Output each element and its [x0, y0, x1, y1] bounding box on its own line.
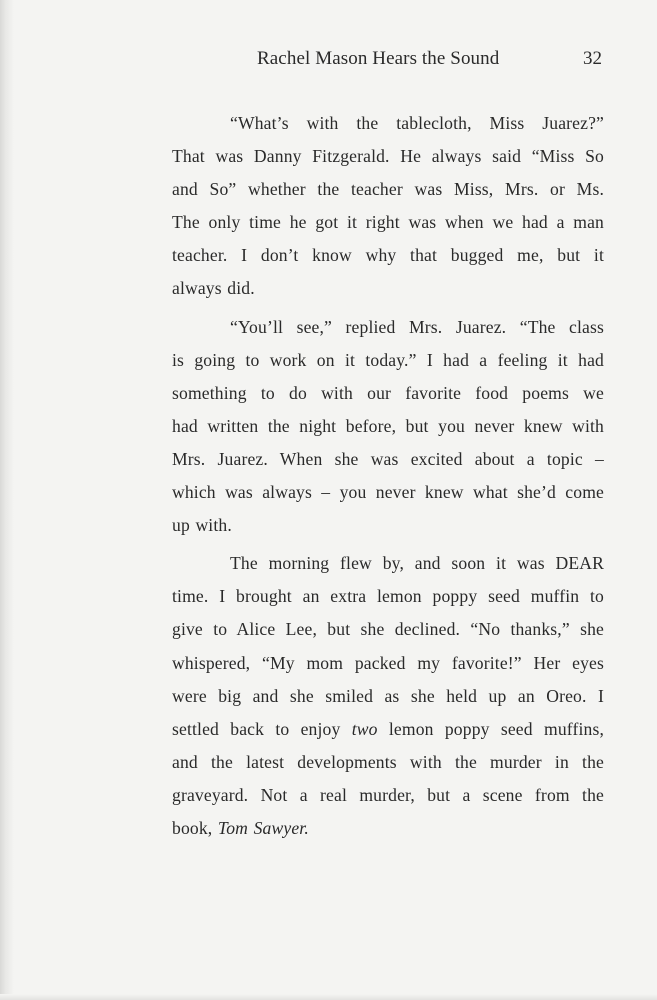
text-line: is going to work on it today.” I had a feeling it had — [172, 349, 604, 370]
text-line: time. I brought an extra lemon poppy seed muffin to — [172, 586, 604, 607]
text-line: teacher. I don’t know why that bugged me, but it — [172, 245, 604, 266]
text-line: always did. — [172, 278, 255, 299]
text-line: “You’ll see,” replied Mrs. Juarez. “The class — [230, 316, 604, 337]
page-number: 32 — [583, 48, 602, 69]
text-line: That was Danny Fitzgerald. He always said “Miss So — [172, 146, 604, 167]
text-line: something to do with our favorite food poems we — [172, 382, 604, 403]
paragraph-2 — [172, 311, 604, 543]
text-line: had written the night before, but you never knew with — [172, 415, 604, 436]
text-line: and the latest developments with the murder in the — [172, 751, 604, 772]
text-line: which was always – you never knew what she’d come — [172, 482, 604, 503]
text-line: were big and she smiled as she held up an Oreo. I — [172, 685, 604, 706]
text-line: “What’s with the tablecloth, Miss Juarez?” — [230, 113, 604, 133]
text-line-with-emphasis — [172, 713, 604, 746]
text-line: give to Alice Lee, but she declined. “No thanks,” she — [172, 619, 604, 640]
body-text — [172, 107, 604, 845]
paragraph-3 — [172, 547, 604, 845]
running-head-title: Rachel Mason Hears the Sound — [257, 48, 500, 69]
text-line: Mrs. Juarez. When she was excited about a topic – — [172, 448, 604, 469]
text-line: whispered, “My mom packed my favorite!” Her eyes — [172, 652, 604, 673]
text-line-with-title — [172, 812, 604, 845]
text-line: graveyard. Not a real murder, but a scene from the — [172, 784, 604, 805]
paragraph-1 — [172, 107, 604, 306]
text-line: The morning flew by, and soon it was DEAR — [230, 553, 604, 574]
text-line: The only time he got it right was when we had a man — [172, 212, 604, 233]
text-line: up with. — [172, 515, 232, 536]
text-segment: settled back to enjoy — [172, 718, 341, 739]
text-line: and So” whether the teacher was Miss, Mrs. or Ms. — [172, 179, 604, 200]
text-segment: lemon poppy seed muffins, — [388, 718, 604, 739]
text-segment: book, — [172, 817, 213, 838]
book-title: Tom Sawyer. — [217, 817, 309, 838]
emphasized-word: two — [351, 718, 378, 739]
